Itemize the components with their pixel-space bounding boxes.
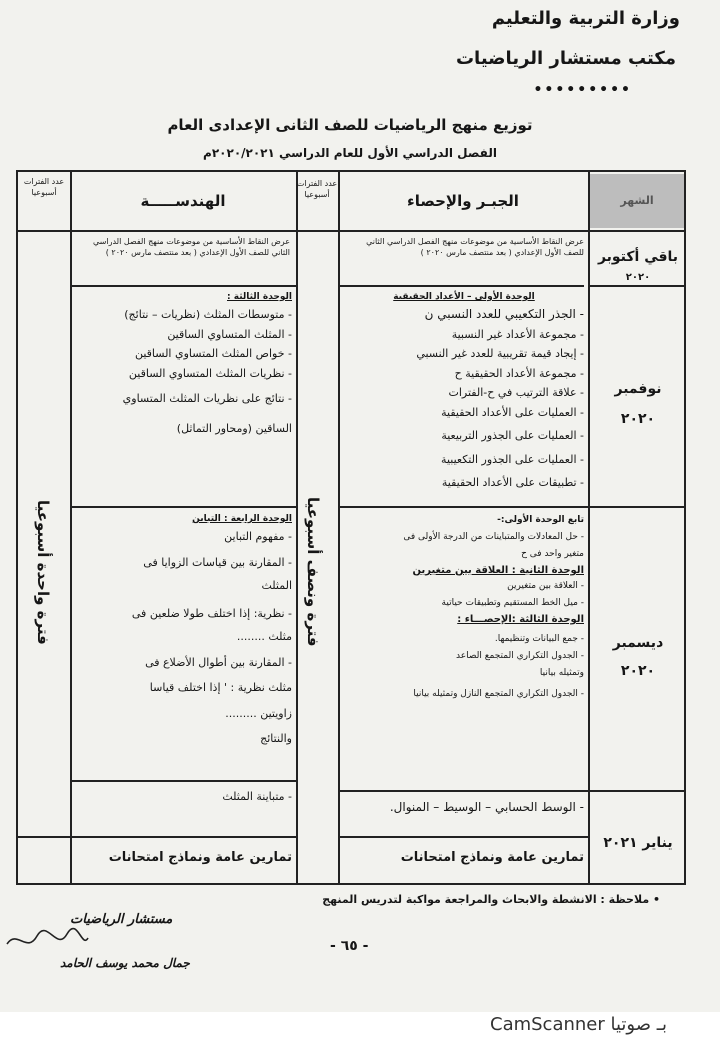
algebra-review: عرض النقاط الأساسية من موضوعات منهج الفصل الدراسي الثاني للصف الأول الإعدادي ( بعد منتصف مارس ٢٠٢٠ ) <box>366 237 584 257</box>
col-divider <box>70 172 72 883</box>
periods-vertical-left: فترة واحدة أسبوعيا <box>34 499 52 645</box>
list-item: الساقين (ومحاور التماثل) <box>176 421 292 435</box>
office-name: مكتب مستشار الرياضيات <box>455 48 676 69</box>
unit-heading: الوحدة الثالثة : <box>227 292 292 302</box>
list-item: والنتائج <box>260 732 292 745</box>
signature-name: جمال محمد يوسف الحامد <box>60 956 190 970</box>
camscanner-watermark: CamScanner بـ صوتيا <box>490 1014 668 1035</box>
row-divider <box>70 285 296 287</box>
list-item: - ميل الخط المستقيم وتطبيقات حياتية <box>441 598 584 608</box>
list-item: - الجذر التكعيبي للعدد النسبي ن <box>424 307 584 321</box>
curriculum-table <box>16 170 686 885</box>
row-divider <box>70 780 296 782</box>
list-item: - علاقة الترتيب في ح-الفترات <box>448 386 584 399</box>
list-item: - إيجاد قيمة تقريبية للعدد غير النسبي <box>416 347 584 360</box>
list-item: - مجموعة الأعداد الحقيقية ح <box>454 366 584 380</box>
page-number: - ٦٥ - <box>330 938 369 954</box>
periods-header-left: عدد الفترات أسبوعيا <box>23 177 65 197</box>
row-divider <box>18 230 684 232</box>
list-item: - العمليات على الجذور التربيعية <box>441 429 584 442</box>
list-item: - الجدول التكراري المتجمع الصاعد <box>456 651 584 661</box>
row-divider <box>338 285 584 287</box>
list-item: - حل المعادلات والمتباينات من الدرجة الأولى فى <box>403 532 584 542</box>
row-divider <box>588 285 684 287</box>
algebra-january: - الوسط الحسابي – الوسيط – المنوال. <box>389 800 584 814</box>
list-item: - نظرية: إذا اختلف طولا ضلعين فى <box>131 606 292 620</box>
periods-header-mid: عدد الفترات أسبوعيا <box>296 179 338 199</box>
ministry-name: وزارة التربية والتعليم <box>491 8 680 29</box>
unit-heading: الوحدة الثالثة :الإحصـــاء : <box>457 614 584 625</box>
algebra-exams: تمارين عامة ونماذج امتحانات <box>400 850 584 865</box>
month-november: نوفمبر <box>614 381 662 397</box>
row-divider <box>338 836 588 838</box>
page-subtitle: الفصل الدراسي الأول للعام الدراسي ٢٠٢٠/٢٠٢١م <box>203 146 497 160</box>
list-item: زاويتين ......... <box>225 706 292 720</box>
row-divider <box>338 790 684 792</box>
month-october-year: ٢٠٢٠ <box>625 272 651 283</box>
handwritten-signature-icon <box>2 924 92 960</box>
month-october: باقي أكتوبر <box>597 249 679 265</box>
list-item: - خواص المثلث المتساوي الساقين <box>134 347 292 360</box>
header-dots: ••••••••• <box>533 82 632 98</box>
row-divider <box>338 506 684 508</box>
unit-heading: الوحدة الثانية : العلاقة بين متغيرين <box>412 565 584 576</box>
month-december: ديسمبر <box>612 635 664 651</box>
month-december-year: ٢٠٢٠ <box>620 663 656 679</box>
list-item: - نظريات المثلث المتساوي الساقين <box>128 366 292 380</box>
list-item: مثلث ........ <box>236 630 292 643</box>
row-divider <box>70 506 296 508</box>
month-january: يناير ٢٠٢١ <box>603 835 673 851</box>
unit-heading: الوحدة الأولى – الأعداد الحقيقية <box>393 292 535 302</box>
list-item: - العلاقة بين متغيرين <box>507 581 584 591</box>
algebra-december <box>344 512 584 703</box>
list-item: المثلث <box>261 579 292 592</box>
list-item: - المثلث المتساوي الساقين <box>167 327 292 341</box>
list-item: - العمليات على الأعداد الحقيقية <box>441 405 584 419</box>
list-item: - العمليات على الجذور التكعيبية <box>441 452 584 466</box>
unit-heading: الوحدة الرابعة : التباين <box>192 514 292 524</box>
list-item: - المقارنة بين أطوال الأضلاع فى <box>145 655 292 669</box>
geometry-january: - متباينة المثلث <box>222 790 292 803</box>
list-item: - مجموعة الأعداد غير النسبية <box>451 327 584 341</box>
geometry-november <box>76 290 292 438</box>
page-title: توزيع منهج الرياضيات للصف الثانى الإعدادى العام <box>167 116 533 134</box>
signature-title: مستشار الرياضيات <box>70 912 173 927</box>
month-header: الشهر <box>590 174 684 228</box>
list-item: وتمثيله بيانيا <box>539 668 584 678</box>
col-divider <box>338 172 340 883</box>
geometry-review: عرض النقاط الأساسية من موضوعات منهج الفصل الدراسي الثاني للصف الأول الإعدادي ( بعد منتصف مارس ٢٠٢٠ ) <box>93 237 290 257</box>
algebra-november <box>344 290 584 493</box>
geometry-exams: تمارين عامة ونماذج امتحانات <box>108 850 292 865</box>
list-item: - نتائج على نظريات المثلث المتساوي <box>122 392 292 405</box>
geometry-header: الهندســـــة <box>140 192 226 210</box>
row-divider <box>18 836 296 838</box>
unit-heading: تابع الوحدة الأولى:- <box>497 515 584 525</box>
list-item: - مفهوم التباين <box>224 530 292 543</box>
footnote: • ملاحظة : الانشطة والابحاث والمراجعة مواكبة لتدريس المنهج <box>322 893 660 906</box>
geometry-december <box>76 512 292 749</box>
list-item: - المقارنة بين قياسات الزوايا فى <box>143 555 292 569</box>
col-divider <box>296 172 298 883</box>
list-item: - جمع البيانات وتنظيمها. <box>494 634 584 644</box>
periods-vertical-mid: فترة ونصف أسبوعيا <box>304 497 322 647</box>
list-item: - الجدول التكراري المتجمع النازل وتمثيله بيانيا <box>413 689 584 699</box>
list-item: مثلث نظرية : ' إذا اختلف قياسا <box>149 681 292 694</box>
list-item: - تطبيقات على الأعداد الحقيقية <box>441 476 584 489</box>
list-item: متغير واحد فى ح <box>521 549 584 559</box>
list-item: - متوسطات المثلث (نظريات – نتائج) <box>124 308 292 321</box>
month-november-year: ٢٠٢٠ <box>620 411 656 427</box>
algebra-header: الجبـر والإحصاء <box>407 192 519 210</box>
